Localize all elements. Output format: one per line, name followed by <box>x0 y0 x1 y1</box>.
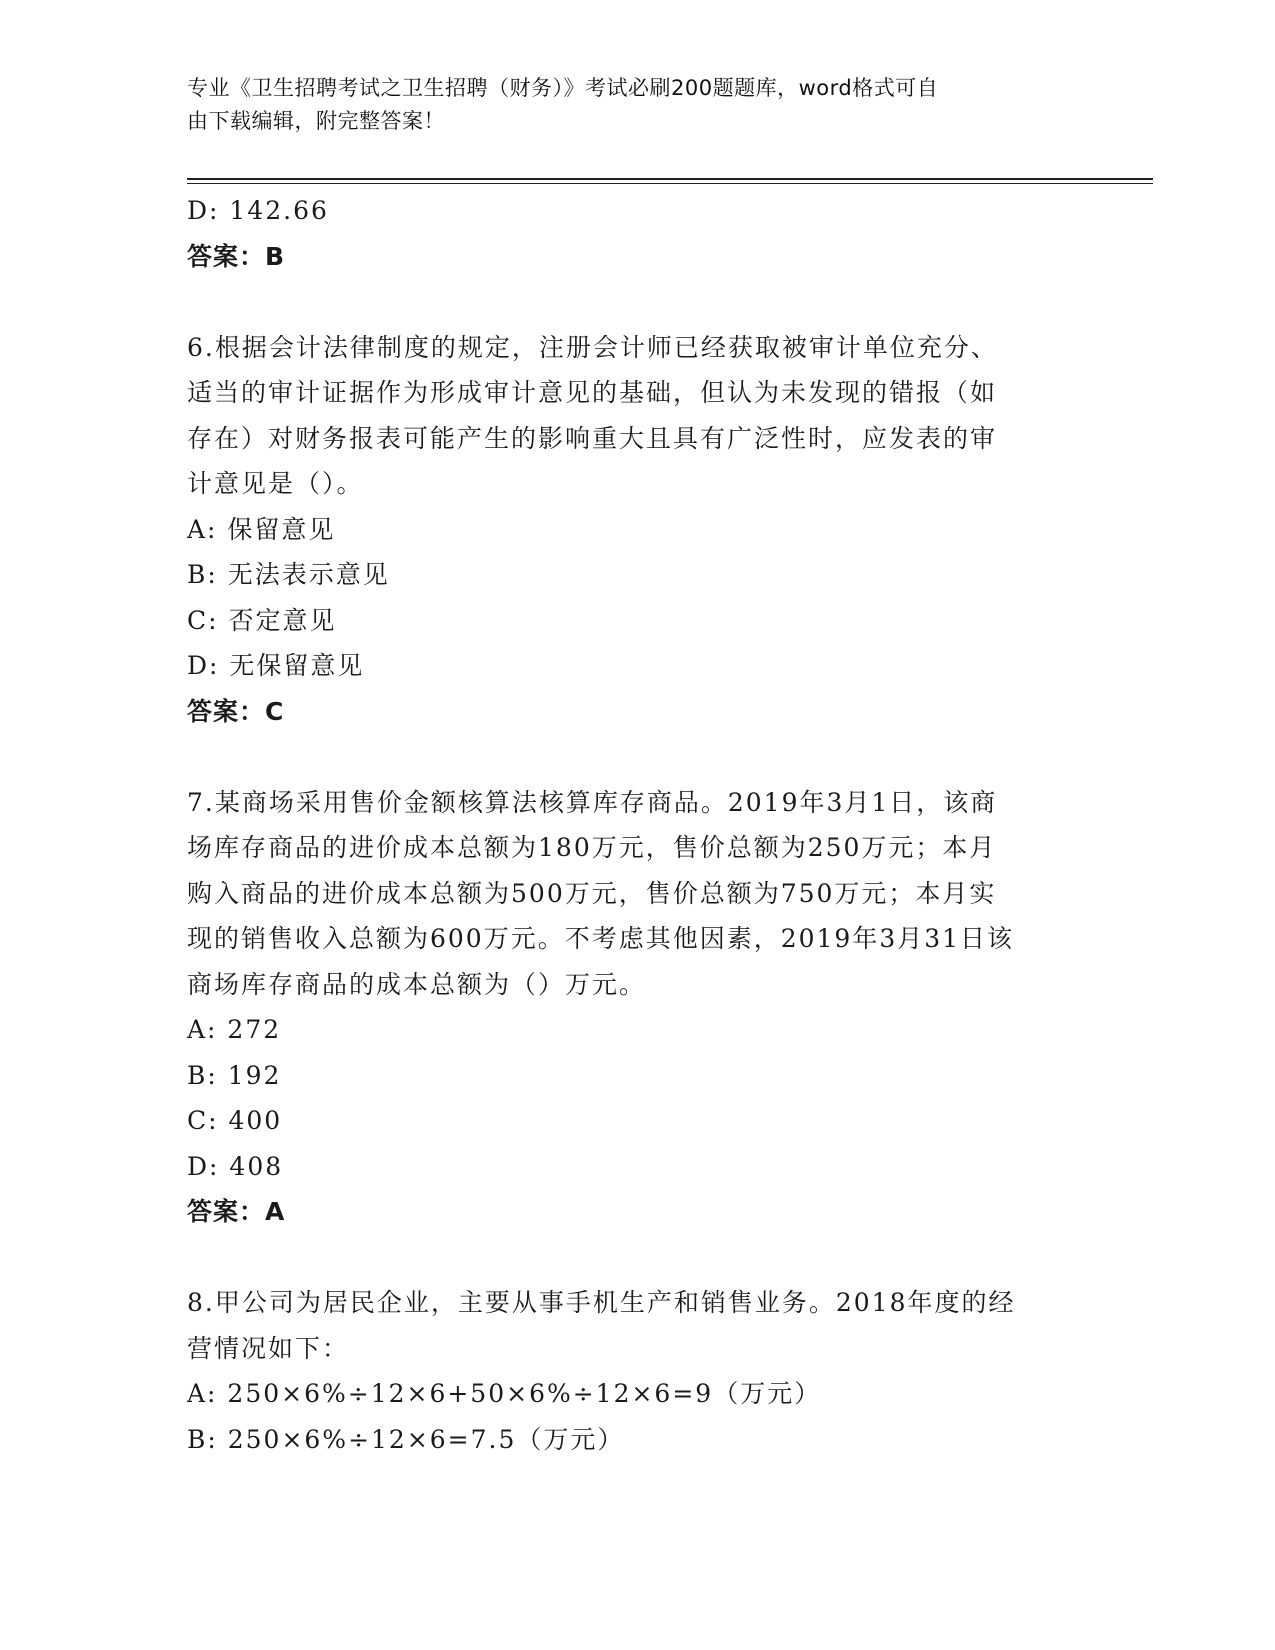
question-text-line: 场库存商品的进价成本总额为180万元，售价总额为250万元；本月 <box>187 833 997 862</box>
spacer <box>187 734 1087 780</box>
question-text-line: 6.根据会计法律制度的规定，注册会计师已经获取被审计单位充分、 <box>187 332 998 362</box>
option-b: B: 无法表示意见 <box>187 560 390 589</box>
question-8 <box>187 1280 1087 1462</box>
question-text-line: 7.某商场采用售价金额核算法核算库存商品。2019年3月1日，该商 <box>187 787 998 817</box>
question-text-line: 8.甲公司为居民企业，主要从事手机生产和销售业务。2018年度的经 <box>187 1288 1016 1317</box>
document-header <box>187 72 1067 138</box>
option-b: B: 192 <box>187 1060 282 1090</box>
question-text-line: 营情况如下： <box>187 1333 350 1363</box>
option-a: A: 250×6%÷12×6+50×6%÷12×6=9（万元） <box>187 1379 822 1408</box>
question-text-line: 存在）对财务报表可能产生的影响重大且具有广泛性时，应发表的审 <box>187 423 998 453</box>
header-divider-thick <box>187 178 1153 180</box>
question-text-line: 计意见是（）。 <box>187 469 364 498</box>
question-7 <box>187 780 1087 1235</box>
option-d: D: 无保留意见 <box>187 651 365 680</box>
spacer <box>187 279 1087 325</box>
header-line-2: 由下载编辑，附完整答案！ <box>187 109 445 133</box>
question-text-line: 购入商品的进价成本总额为500万元，售价总额为750万元；本月实 <box>187 878 997 908</box>
spacer <box>187 1235 1087 1281</box>
question-text-line: 适当的审计证据作为形成审计意见的基础，但认为未发现的错报（如 <box>187 378 998 407</box>
option-c: C: 400 <box>187 1106 283 1135</box>
option-b: B: 250×6%÷12×6=7.5（万元） <box>187 1424 625 1454</box>
question-text-line: 现的销售收入总额为600万元。不考虑其他因素，2019年3月31日该 <box>187 924 1015 953</box>
option-c: C: 否定意见 <box>187 605 337 635</box>
document-body <box>187 188 1087 1462</box>
option-a: A: 保留意见 <box>187 514 336 544</box>
header-line-1: 专业《卫生招聘考试之卫生招聘（财务）》考试必刷200题题库，word格式可自 <box>187 76 939 100</box>
answer-line: 答案：A <box>187 1197 286 1226</box>
answer-line: 答案：C <box>187 696 285 726</box>
answer-line: 答案：B <box>187 241 286 271</box>
header-divider-thin <box>187 183 1153 184</box>
option-a: A: 272 <box>187 1015 282 1044</box>
question-6 <box>187 325 1087 735</box>
option-d: D: 408 <box>187 1151 284 1181</box>
previous-question-tail <box>187 188 1087 279</box>
option-d: D: 142.66 <box>187 196 329 225</box>
question-text-line: 商场库存商品的成本总额为（）万元。 <box>187 969 647 999</box>
